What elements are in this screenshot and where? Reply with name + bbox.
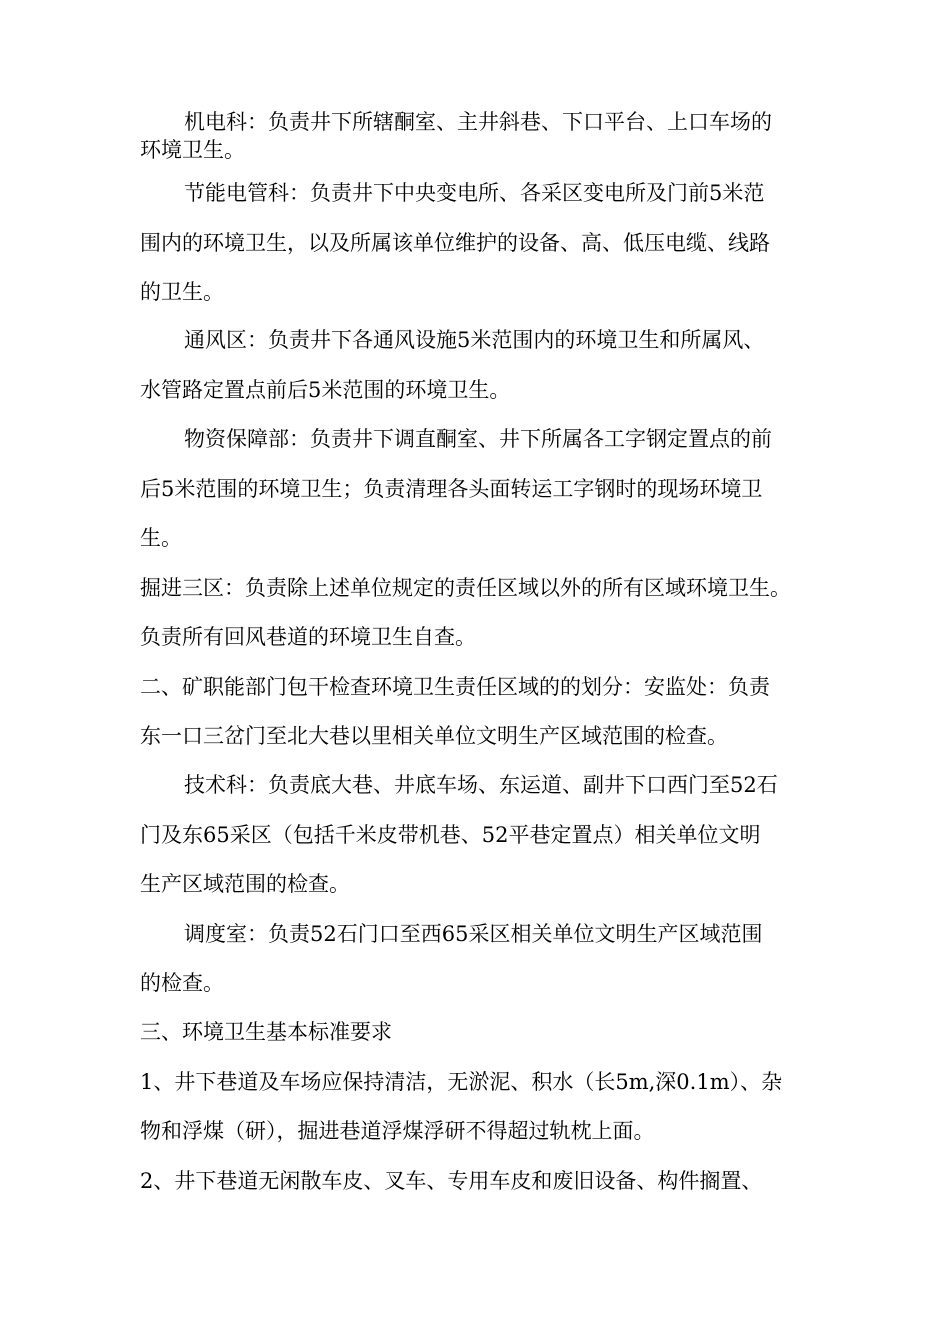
text-line: 2、井下巷道无闲散车皮、叉车、专用车皮和废旧设备、构件搁置、: [140, 1169, 763, 1193]
text-line: 环境卫生。: [140, 138, 245, 162]
text-line: 二、矿职能部门包干检查环境卫生责任区域的的划分：安监处：负责: [140, 675, 770, 699]
text-line: 的卫生。: [140, 280, 224, 304]
text-line: 物和浮煤（研），掘进巷道浮煤浮研不得超过轨枕上面。: [140, 1119, 655, 1143]
text-line: 后5米范围的环境卫生；负责清理各头面转运工字钢时的现场环境卫: [140, 477, 763, 501]
text-line: 围内的环境卫生，以及所属该单位维护的设备、高、低压电缆、线路: [140, 231, 770, 255]
text-line: 调度室：负责52石门口至西65采区相关单位文明生产区域范围: [184, 922, 763, 946]
text-line: 通风区：负责井下各通风设施5米范围内的环境卫生和所属风、: [184, 328, 765, 352]
text-line: 物资保障部：负责井下调直酮室、井下所属各工字钢定置点的前: [184, 427, 772, 451]
text-line: 生。: [140, 526, 182, 550]
text-line: 东一口三岔门至北大巷以里相关单位文明生产区域范围的检查。: [140, 724, 728, 748]
text-line: 1、井下巷道及车场应保持清洁，无淤泥、积水（长5m,深0.1m）、杂: [140, 1070, 783, 1094]
text-line: 的检查。: [140, 971, 224, 995]
text-line: 机电科：负责井下所辖酮室、主井斜巷、下口平台、上口车场的: [184, 110, 772, 134]
text-line: 技术科：负责底大巷、井底车场、东运道、副井下口西门至52石: [184, 773, 778, 797]
text-line: 生产区域范围的检查。: [140, 872, 350, 896]
text-line: 节能电管科：负责井下中央变电所、各采区变电所及门前5米范: [184, 181, 765, 205]
text-line: 负责所有回风巷道的环境卫生自查。: [140, 625, 476, 649]
text-line: 掘进三区：负责除上述单位规定的责任区域以外的所有区域环境卫生。: [140, 576, 791, 600]
section-heading: 三、环境卫生基本标准要求: [140, 1020, 392, 1044]
text-line: 水管路定置点前后5米范围的环境卫生。: [140, 378, 511, 402]
text-line: 门及东65采区（包括千米皮带机巷、52平巷定置点）相关单位文明: [140, 823, 761, 847]
